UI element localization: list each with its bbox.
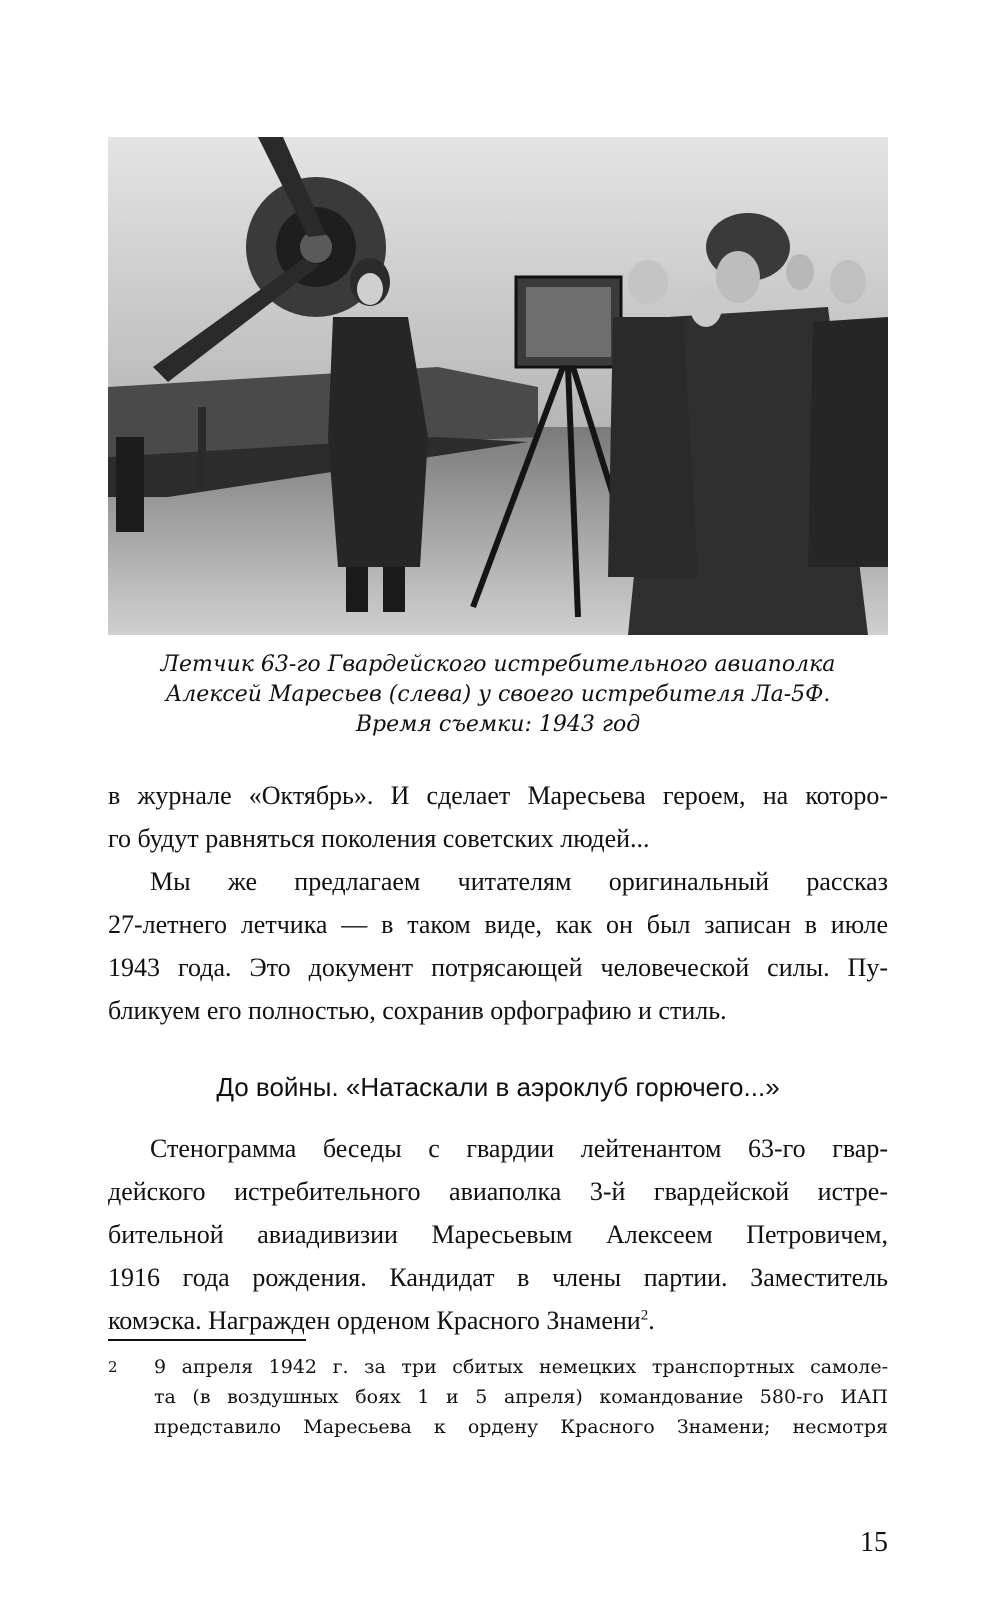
text-line: 1943 года. Это документ потрясающей человеческой силы. Пу-: [108, 953, 888, 982]
photo-illustration: [108, 137, 888, 635]
text-line: 27-летнего летчика — в таком виде, как он был записан в июле: [108, 910, 888, 939]
text-line: Стенограмма беседы с гвардии лейтенантом 63-го гвар-: [150, 1134, 888, 1163]
paragraph-continuation: [108, 774, 888, 860]
paragraph-intro: [108, 860, 888, 1032]
text-line: бликуем его полностью, сохранив орфографию и стиль.: [108, 996, 727, 1025]
text-line: комэска. Награжден орденом Красного Знамени$^2$.: [108, 1306, 655, 1335]
footnote-line: 9 апреля 1942 г. за три сбитых немецких транспортных самоле-: [154, 1356, 888, 1378]
photo-caption: [108, 650, 888, 740]
text-line-content: комэска. Награжден орденом Красного Знамени: [108, 1306, 641, 1335]
archival-photo: [108, 137, 888, 635]
footnote-line: та (в воздушных боях 1 и 5 апреля) командование 580-го ИАП: [154, 1386, 888, 1408]
paragraph-transcript: [108, 1127, 888, 1342]
footnote-line: представило Маресьева к ордену Красного Знамени; несмотря: [154, 1416, 888, 1438]
footnote-reference[interactable]: 2: [640, 1307, 649, 1324]
caption-line: Алексей Маресьев (слева) у своего истребителя Ла-5Ф.: [165, 682, 831, 707]
footnote-number: 2: [108, 1358, 118, 1376]
caption-line: Летчик 63-го Гвардейского истребительного авиаполка: [160, 652, 836, 677]
text-line: Мы же предлагаем читателям оригинальный рассказ: [150, 867, 888, 896]
page-number: 15: [860, 1527, 888, 1558]
text-line: бительной авиадивизии Маресьевым Алексеем Петровичем,: [108, 1220, 888, 1249]
footnote: [108, 1352, 888, 1442]
footnote-divider: [108, 1339, 306, 1341]
caption-line: Время съемки: 1943 год: [355, 712, 641, 737]
text-line: дейского истребительного авиаполка 3-й гвардейской истре-: [108, 1177, 888, 1206]
section-heading: До войны. «Натаскали в аэроклуб горючего...»: [216, 1072, 780, 1102]
text-line: в журнале «Октябрь». И сделает Маресьева героем, на которо-: [108, 781, 888, 810]
text-line: 1916 года рождения. Кандидат в члены партии. Заместитель: [108, 1263, 888, 1292]
text-line: го будут равняться поколения советских людей...: [108, 824, 650, 853]
